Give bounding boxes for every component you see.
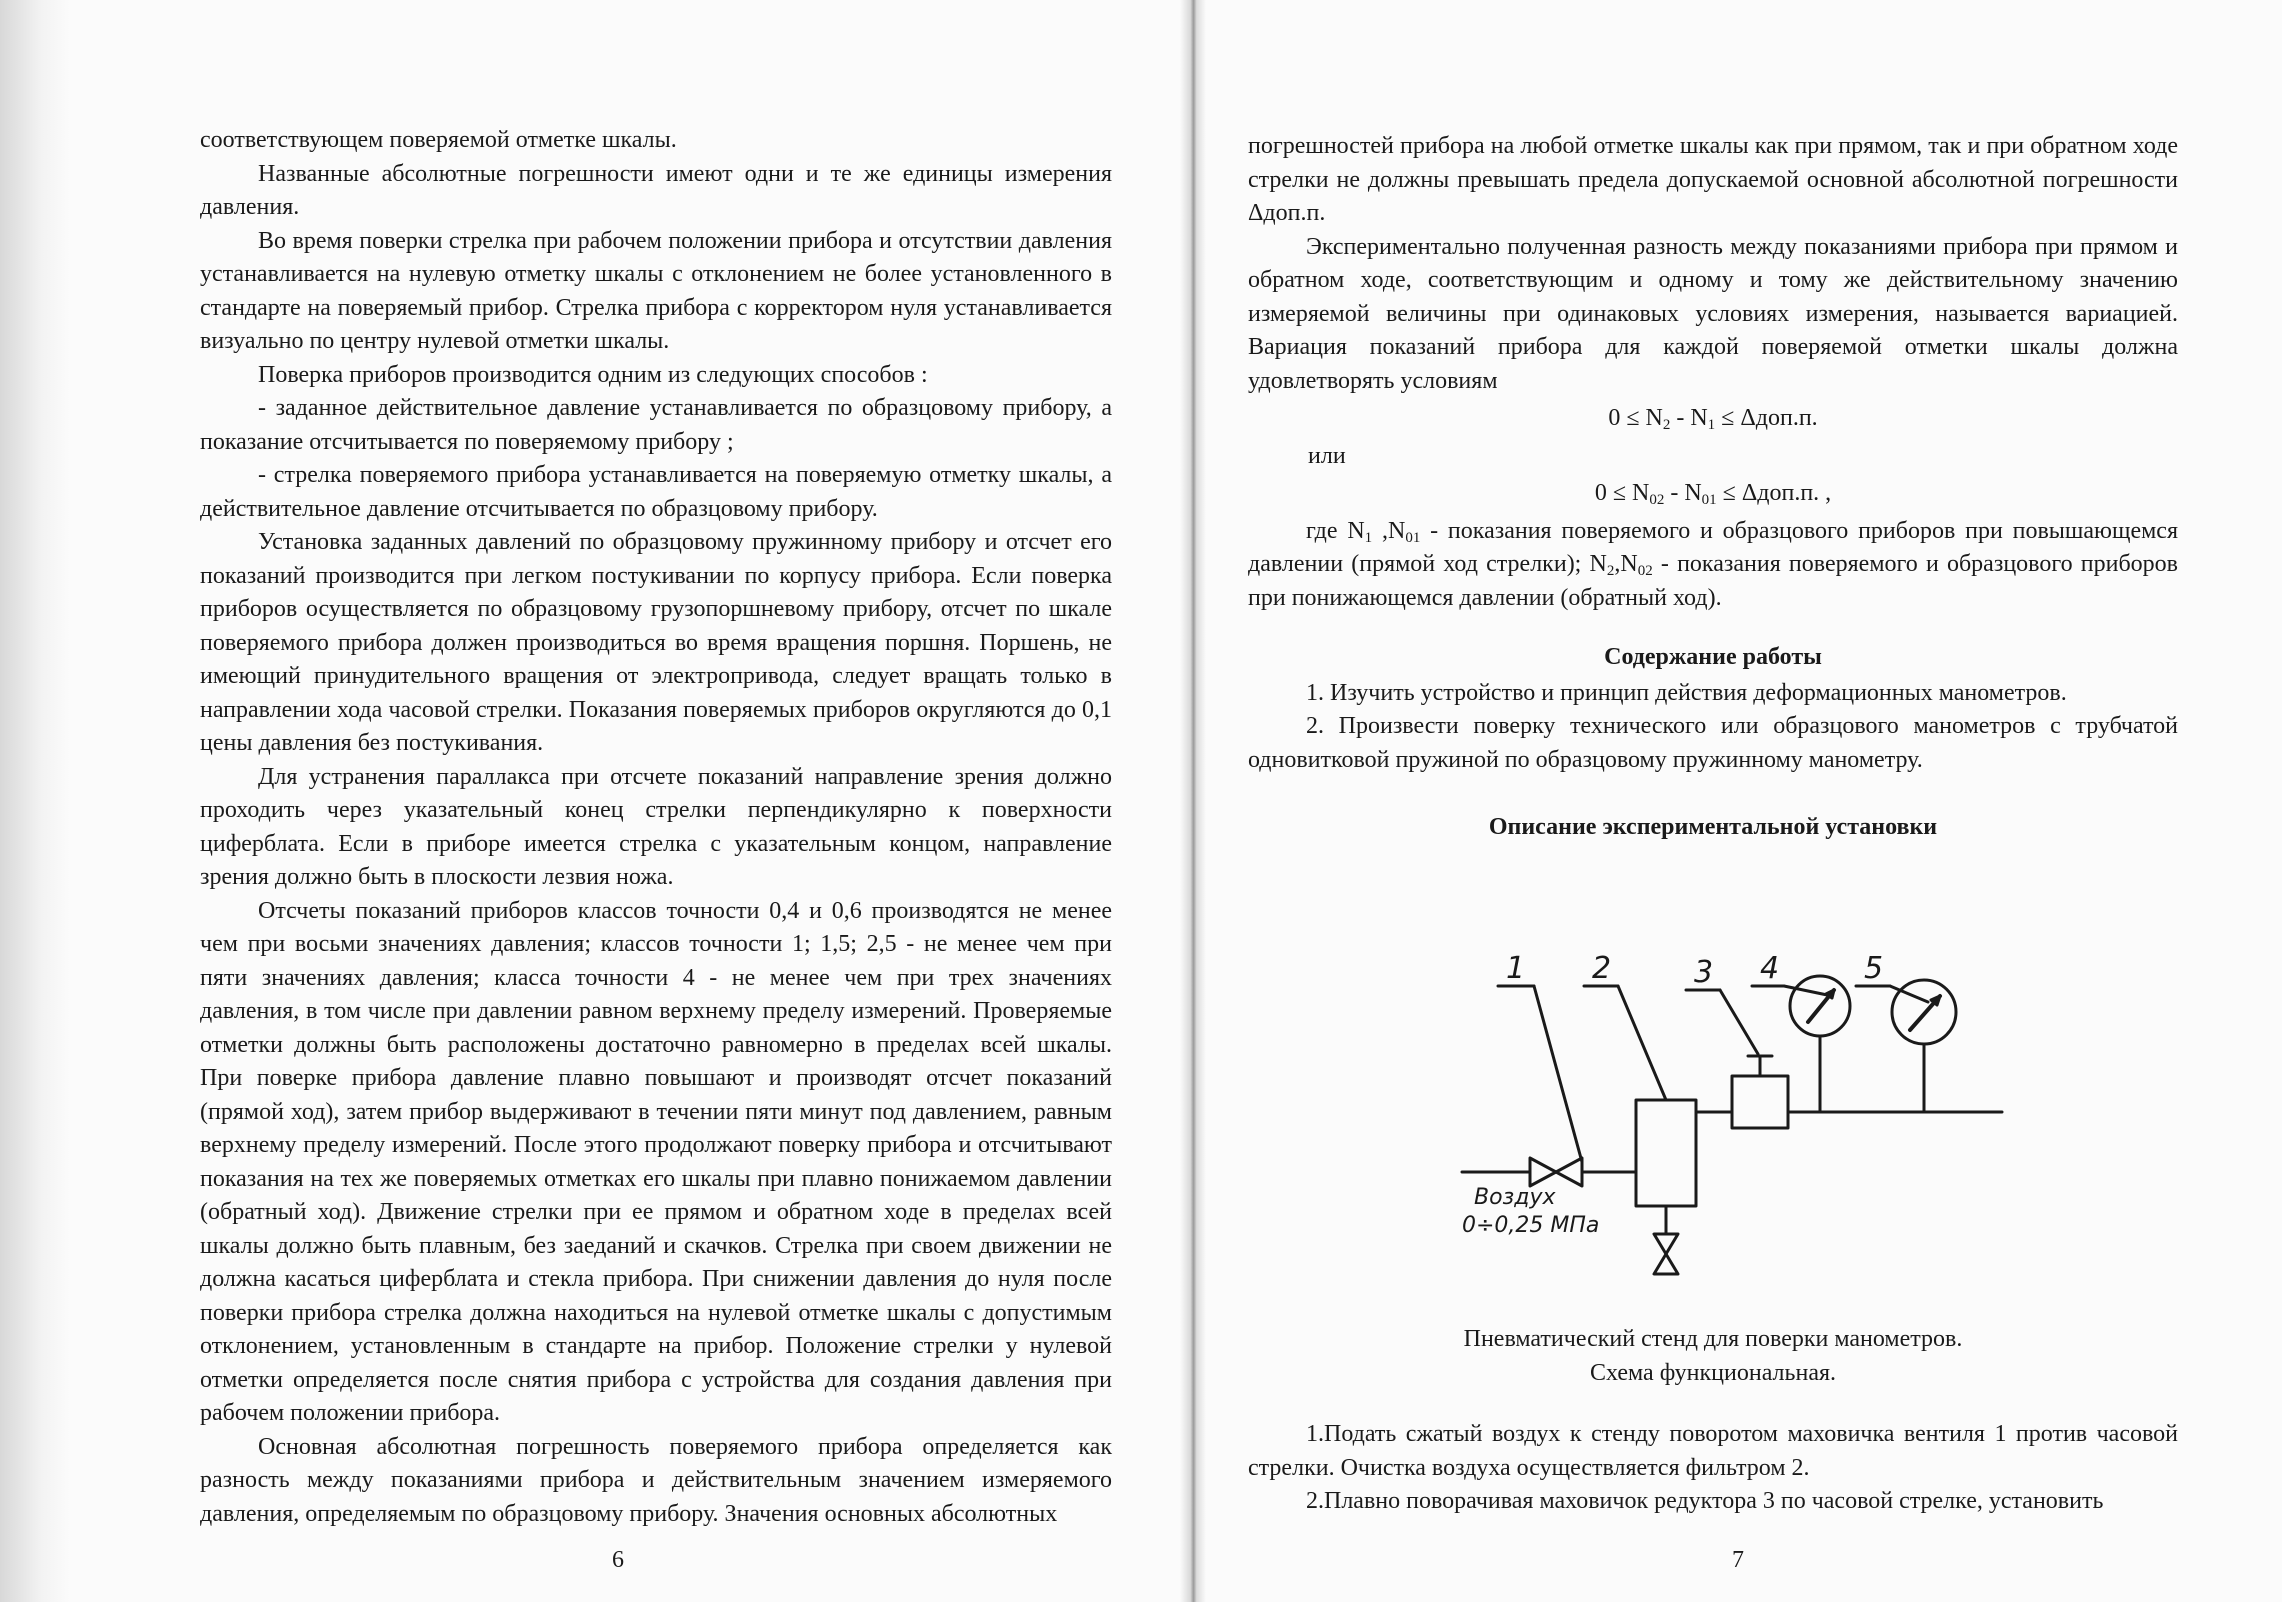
diagram-label: 1 xyxy=(1506,951,1526,986)
paragraph: Установка заданных давлений по образцовому пружинному прибору и отсчет его показаний производится при легком постукивании по корпусу прибора. Если поверка приборов осуществляется по образцовому грузопоршневому прибору, отсчет по шкале поверяемого прибора должен производиться во время вращения поршня. Поршень, не имеющий принудительного вращения от электропривода, следует вращать только в направлении хода часовой стрелки. Показания поверяемых приборов округляются до 0,1 цены давления без постукивания. xyxy=(200,529,1112,756)
paragraph: соответствующем поверяемой отметке шкалы. xyxy=(200,127,677,153)
paragraph: Поверка приборов производится одним из следующих способов : xyxy=(258,361,928,388)
list-item: - заданное действительное давление устанавливается по образцовому прибору, а показание отсчитывается по поверяемому прибору ; xyxy=(200,395,1112,455)
figure-caption: Пневматический стенд для поверки манометров. xyxy=(1463,1326,1963,1352)
procedure-step: 1.Подать сжатый воздух к стенду поворотом маховичка вентиля 1 против часовой стрелки. Очистка воздуха осуществляется фильтром 2. xyxy=(1248,1421,2178,1481)
formula-legend: где $N_1$ $,N_{01}$ - показания поверяемого и образцового приборов при повышающемся давлении (прямой ход стрелки); $N_2,N_{02}$ - показания поверяемого и образцового приборов при понижающемся давлении (обратный ход). xyxy=(1248,517,2178,611)
page-number: 6 xyxy=(612,1547,624,1573)
page-edge-shadow xyxy=(0,0,70,1602)
air-inlet-label: Воздух xyxy=(1474,1185,1556,1210)
pneumatic-stand-diagram xyxy=(1424,950,2044,1280)
paragraph: Для устранения параллакса при отсчете показаний направление зрения должно проходить через указательный конец стрелки перпендикулярно к поверхности циферблата. Если в приборе имеется стрелка с указательным концом, направление зрения должно быть в плоскости лезвия ножа. xyxy=(200,763,1112,890)
variation-formula-2: $0 \le N_{02} - N_{01} \le \Delta доп.п$. , xyxy=(1594,480,1832,508)
left-text-column xyxy=(200,124,1112,1531)
left-page xyxy=(70,0,1180,1602)
paragraph: Отсчеты показаний приборов классов точности 0,4 и 0,6 производятся не менее чем при восьми значениях давления; классов точности 1; 1,5; 2,5 - не менее чем при пяти значениях давления; класса точности 4 - не менее чем при трех значениях давления, в том числе при давлении равном верхнему пределу измерений. Проверяемые отметки должны быть расположены достаточно равномерно в пределах всей шкалы. При поверке прибора давление плавно повышают и производят отсчет показаний (прямой ход), затем прибор выдерживают в течении пяти минут под давлением, равным верхнему пределу измерений. После этого продолжают поверку прибора и отсчитывают показания на тех же поверяемых отметках его шкалы при плавно понижаемом давлении (обратный ход). Движение стрелки при ее прямом и обратном ходе в пределах всей шкалы должно быть плавным, без заеданий и скачков. Стрелка при своем движении не должна касаться циферблата и стекла прибора. При снижении давления до нуля после поверки прибора стрелка должна находиться на нулевой отметке шкалы с допустимым отклонением, установленным в стандарте на прибор. Положение стрелки у нулевой отметки определяется после снятия прибора с устройства для создания давления при рабочем положении прибора. xyxy=(200,897,1112,1426)
book-gutter xyxy=(1180,0,1206,1602)
right-page xyxy=(1206,0,2282,1602)
paragraph: Во время поверки стрелка при рабочем положении прибора и отсутствии давления устанавливается на нулевую отметку шкалы с отклонением не более установленного в стандарте на поверяемый прибор. Стрелка прибора с корректором нуля устанавливается визуально по цeнтру нулевой отметки шкалы. xyxy=(200,227,1112,354)
procedure-step: 2.Плавно поворачивая маховичок редуктора 3 по часовой стрелке, установить xyxy=(1306,1488,2104,1514)
section-heading-work: Содержание работы xyxy=(1604,644,1822,670)
paragraph: погрешностей прибора на любой отметке шкалы как при прямом, так и при обратном ходе стрелки не должны превышать предела допускаемой основной абсолютной погрешности Δдоп.п. xyxy=(1248,133,2178,226)
page-number: 7 xyxy=(1732,1547,1744,1573)
paragraph: Основная абсолютная погрешность поверяемого прибора определяется как разность между показаниями прибора и действительным значением измеряемого давления, определяемым по образцовому прибору. Значения основных абсолютных xyxy=(200,1433,1112,1527)
section-heading-setup: Описание экспериментальной установки xyxy=(1488,814,1938,840)
list-item: - стрелка поверяемого прибора устанавливается на поверяемую отметку шкалы, а действительное давление отсчитывается по образцовому прибору. xyxy=(200,462,1112,522)
diagram-label: 4 xyxy=(1760,951,1780,986)
or-word: или xyxy=(1308,442,1346,469)
diagram-label: 3 xyxy=(1694,955,1714,990)
diagram-label: 5 xyxy=(1864,951,1884,986)
diagram-label: 2 xyxy=(1592,951,1612,986)
work-item: 2. Произвести поверку технического или образцового манометров с трубчатой одновитковой пружиной по образцовому пружинному манометру. xyxy=(1248,713,2178,773)
pressure-range-label: 0÷0,25 МПа xyxy=(1462,1213,1600,1238)
variation-formula-1: $0 \le N_2 - N_1 \le \Delta доп.п$. xyxy=(1608,405,1818,433)
paragraph: Экспериментально полученная разность между показаниями прибора при прямом и обратном ходе, соответствующим и одному и тому же действительному значению измеряемой величины при одинаковых условиях измерения, называется вариацией. Вариация показаний прибора для каждой поверяемой отметки шкалы должна удовлетворять условиям xyxy=(1248,233,2178,394)
paragraph: Названные абсолютные погрешности имеют одни и те же единицы измерения давления. xyxy=(200,160,1112,220)
figure-caption-subtitle: Схема функциональная. xyxy=(1589,1360,1837,1386)
procedure-steps xyxy=(1248,1418,2178,1519)
right-text-column xyxy=(1248,130,2178,847)
work-item: 1. Изучить устройство и принцип действия деформационных манометров. xyxy=(1306,679,2067,706)
